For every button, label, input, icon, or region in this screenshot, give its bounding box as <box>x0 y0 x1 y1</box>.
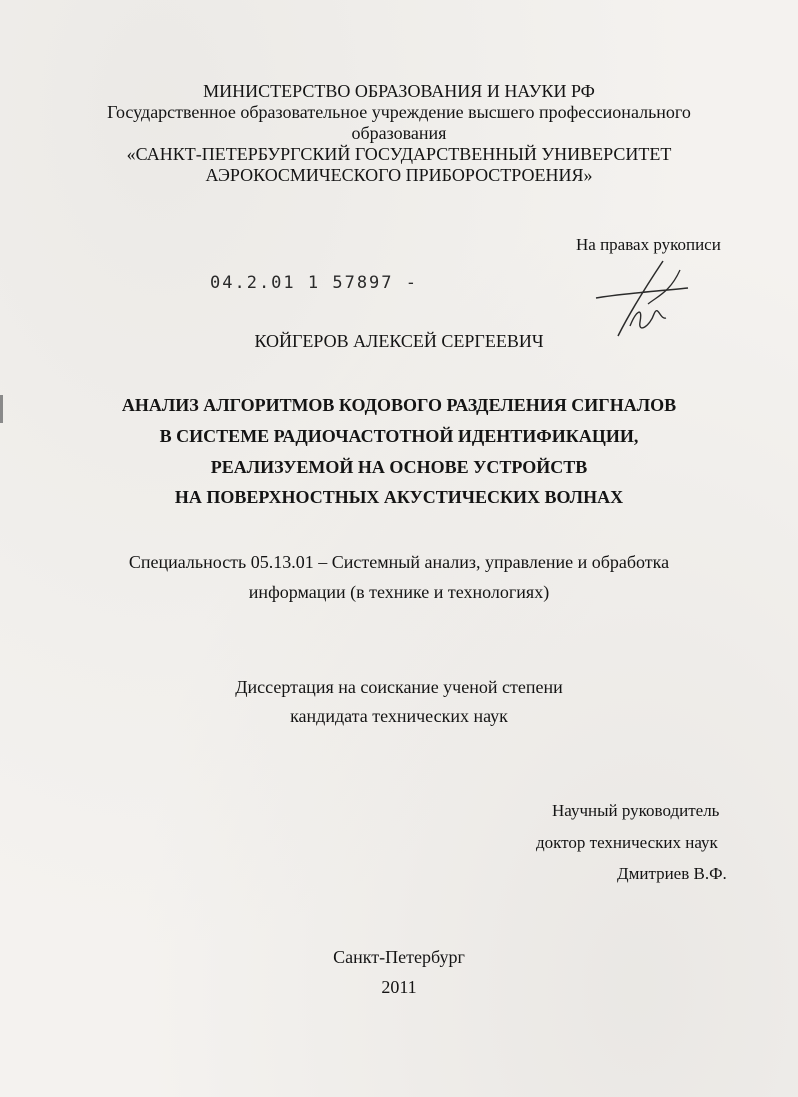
supervisor-degree: доктор технических наук <box>536 833 718 852</box>
dissertation-line-1: Диссертация на соискание ученой степени <box>235 677 563 697</box>
dissertation-line-2: кандидата технических наук <box>290 706 508 726</box>
institution-line-2: образования <box>351 123 447 143</box>
author-name: КОЙГЕРОВ АЛЕКСЕЙ СЕРГЕЕВИЧ <box>254 331 544 351</box>
specialty-line-1: Специальность 05.13.01 – Системный анализ, управление и обработка <box>128 552 670 572</box>
city: Санкт-Петербург <box>333 947 465 967</box>
supervisor-role: Научный руководитель <box>552 801 720 820</box>
university-line-2: АЭРОКОСМИЧЕСКОГО ПРИБОРОСТРОЕНИЯ» <box>205 165 593 185</box>
manuscript-rights-label: На правах рукописи <box>576 235 721 254</box>
institution-line-1: Государственное образовательное учреждение высшего профессионального <box>107 102 691 122</box>
specialty-line-2: информации (в технике и технологиях) <box>248 582 550 602</box>
university-line-1: «САНКТ-ПЕТЕРБУРГСКИЙ ГОСУДАРСТВЕННЫЙ УНИВЕРСИТЕТ <box>126 144 672 164</box>
ministry-title: МИНИСТЕРСТВО ОБРАЗОВАНИЯ И НАУКИ РФ <box>203 81 595 101</box>
registration-stamp-number: 04.2.01 1 57897 - <box>210 273 418 293</box>
title-line-4: НА ПОВЕРХНОСТНЫХ АКУСТИЧЕСКИХ ВОЛНАХ <box>174 487 624 507</box>
title-line-2: В СИСТЕМЕ РАДИОЧАСТОТНОЙ ИДЕНТИФИКАЦИИ, <box>159 426 639 446</box>
supervisor-name: Дмитриев В.Ф. <box>617 864 727 883</box>
title-line-1: АНАЛИЗ АЛГОРИТМОВ КОДОВОГО РАЗДЕЛЕНИЯ СИГНАЛОВ <box>121 395 677 415</box>
title-line-3: РЕАЛИЗУЕМОЙ НА ОСНОВЕ УСТРОЙСТВ <box>210 457 588 477</box>
year: 2011 <box>381 977 417 997</box>
